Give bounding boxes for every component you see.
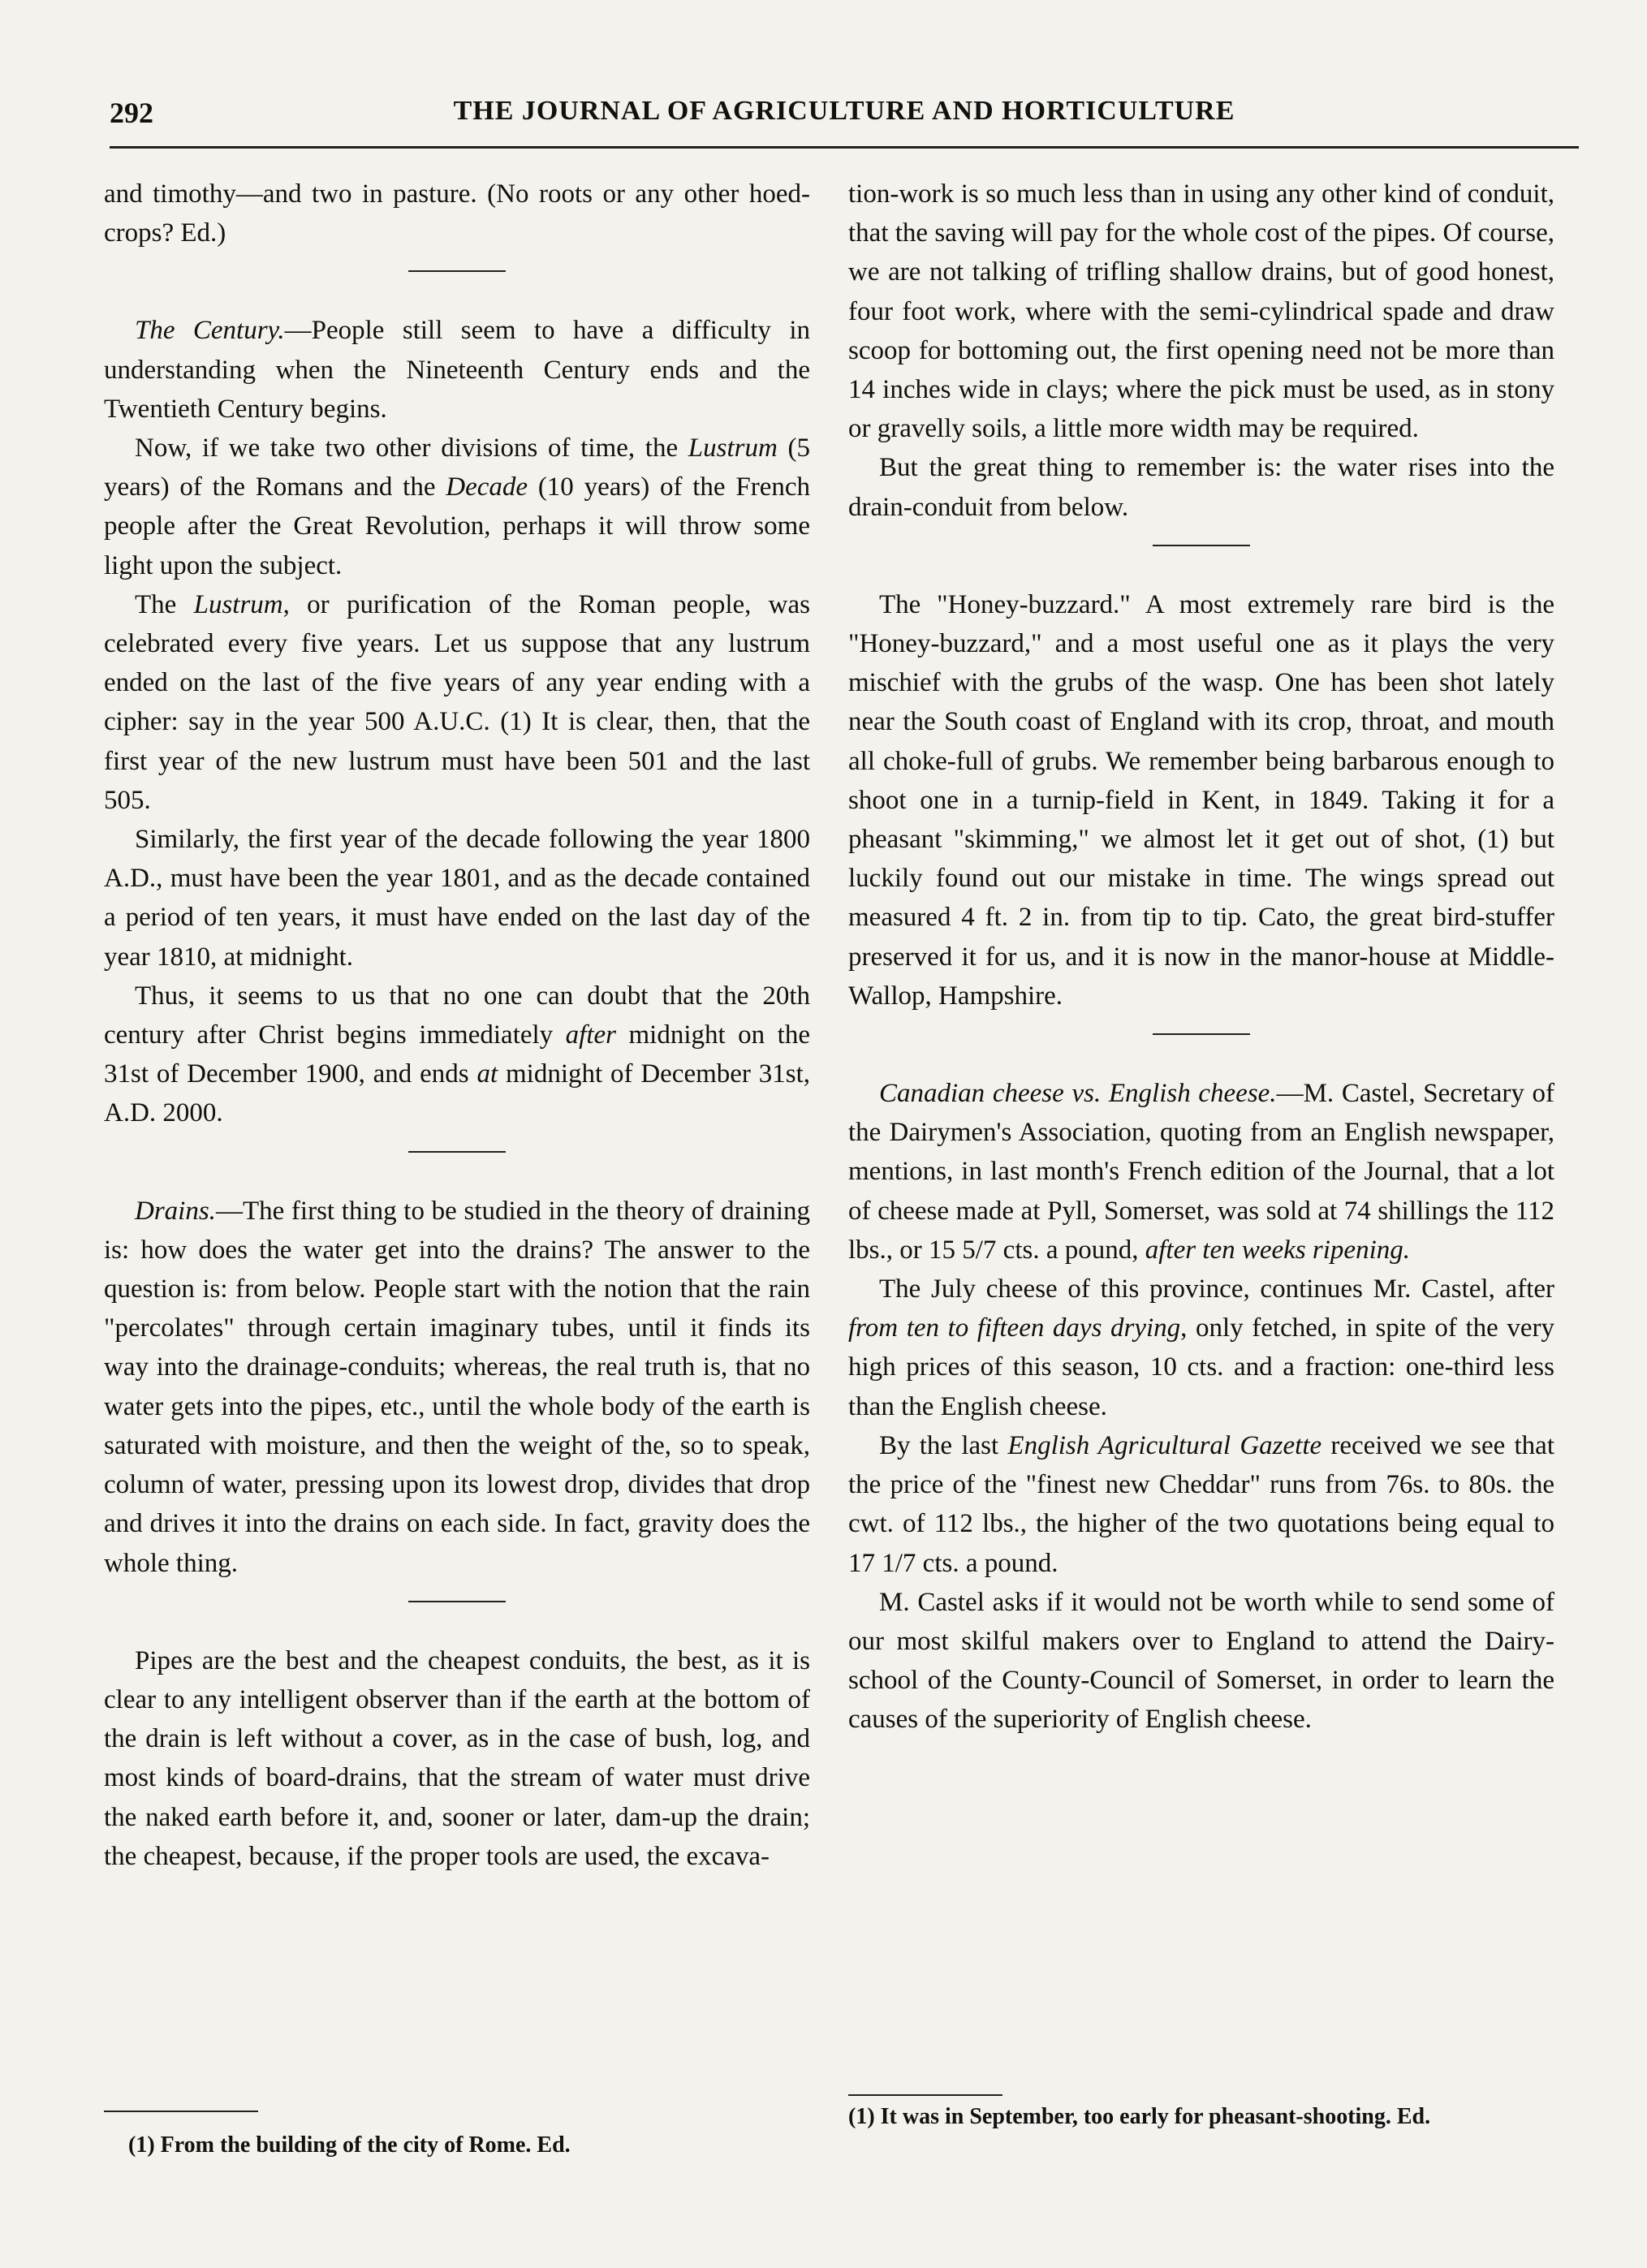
footnote-left: (1) From the building of the city of Rome. Ed. xyxy=(128,2132,571,2158)
paragraph-cheese-gazette: By the last English Agricultural Gazette received we see that the price of the "finest new Cheddar" runs from 76s. to 80s. the cwt. of 112 lbs., the higher of the two quotations being equal to 17 1/7 cts. a pound. xyxy=(848,1430,1554,1578)
paragraph-drains: Drains.—The first thing to be studied in the theory of draining is: how does the water get into the drains? The answer to the question is: from below. People start with the notion that the rain "percolates" through certain imaginary tubes, until it finds its way into the drainage-conduits; whereas, the real truth is, that no water gets into the pipes, etc., until the whole body of the earth is saturated with moisture, and then the weight of the, so to speak, column of water, pressing upon its lowest drop, divides that drop and drives it into the drains on each side. In fact, gravity does the whole thing. xyxy=(104,1196,810,1578)
paragraph-pipes-remember: But the great thing to remember is: the water rises into the drain-conduit from below. xyxy=(848,453,1554,522)
section-separator xyxy=(408,1601,506,1602)
section-title-cheese: Canadian cheese vs. English cheese. xyxy=(879,1079,1277,1109)
section-separator xyxy=(408,270,506,272)
paragraph-cheese-july: The July cheese of this province, continues Mr. Castel, after from ten to fifteen days drying, only fetched, in spite of the very high prices of this season, 10 cts. and a fraction: one-third less than the English cheese. xyxy=(848,1274,1555,1421)
section-title-century: The Century. xyxy=(135,316,285,346)
paragraph-century-lustrum: Now, if we take two other divisions of time, the Lustrum (5 years) of the Romans and the Decade (10 years) of the French people after the Great Revolution, perhaps it will throw some light upon the subject. xyxy=(104,433,810,580)
page-number: 292 xyxy=(110,97,153,129)
paragraph-honey-buzzard: The "Honey-buzzard." A most extremely rare bird is the "Honey-buzzard," and a most useful one as it plays the very mischief with the grubs of the wasp. One has been shot lately near the South coast of England with its crop, throat, and mouth all choke-full of grubs. We remember being barbarous enough to shoot one in a turnip-field in Kent, in 1849. Taking it for a pheasant "skimming," we almost let it get out of shot, (1) but luckily found out our mistake in time. The wings spread out measured 4 ft. 2 in. from tip to tip. Cato, the great bird-stuffer preserved it for us, and it is now in the manor-house at Middle-Wallop, Hampshire. xyxy=(848,589,1554,1011)
paragraph-cheese-intro: Canadian cheese vs. English cheese.—M. Castel, Secretary of the Dairymen's Association, quoting from an English newspaper, mentions, in last month's French edition of the Journal, that a lot of cheese made at Pyll, Somerset, was sold at 74 shillings the 112 lbs., or 15 5/7 cts. a pound, after ten weeks ripening. xyxy=(848,1079,1554,1265)
footnote-right: (1) It was in September, too early for pheasant-shooting. Ed. xyxy=(848,2104,1431,2129)
page-header xyxy=(110,96,1579,144)
footnote-rule xyxy=(104,2111,258,2112)
paragraph-timothy: and timothy—and two in pasture. (No roots or any other hoed-crops? Ed.) xyxy=(104,179,810,248)
section-title-drains: Drains. xyxy=(135,1196,216,1226)
paragraph-cheese-castel: M. Castel asks if it would not be worth while to send some of our most skilful makers over to England to attend the Dairy-school of the County-Council of Somerset, in order to learn the causes of the superiority of English cheese. xyxy=(848,1587,1554,1735)
footnote-rule xyxy=(848,2094,1002,2096)
paragraph-century-purification: The Lustrum, or purification of the Roman people, was celebrated every five years. Let us suppose that any lustrum ended on the last of the five years of any year ending with a cipher: say in the year 500 A.U.C. (1) It is clear, then, that the first year of the new lustrum must have been 501 and the last 505. xyxy=(104,589,810,815)
paragraph-century-intro: The Century.—People still seem to have a difficulty in understanding when the Nineteenth Century ends and the Twentieth Century begins. xyxy=(104,316,810,424)
header-rule xyxy=(110,146,1579,149)
left-column xyxy=(104,175,810,1876)
paragraph-century-conclusion: Thus, it seems to us that no one can doubt that the 20th century after Christ begins immediately after midnight on the 31st of December 1900, and ends at midnight of December 31st, A.D. 2000. xyxy=(104,981,810,1128)
paragraph-pipes-continued: tion-work is so much less than in using any other kind of conduit, that the saving will pay for the whole cost of the pipes. Of course, we are not talking of trifling shallow drains, but of good honest, four foot work, where with the semi-cylindrical spade and draw scoop for bottoming out, the first opening need not be more than 14 inches wide in clays; where the pick must be used, as in stony or gravelly soils, a little more width may be required. xyxy=(848,179,1554,444)
running-title: THE JOURNAL OF AGRICULTURE AND HORTICULTURE xyxy=(453,96,1235,126)
paragraph-century-decade: Similarly, the first year of the decade following the year 1800 A.D., must have been the year 1801, and as the decade contained a period of ten years, it must have ended on the last day of the year 1810, at midnight. xyxy=(104,825,810,972)
section-separator xyxy=(1153,545,1250,546)
paragraph-pipes: Pipes are the best and the cheapest conduits, the best, as it is clear to any intelligent observer than if the earth at the bottom of the drain is left without a cover, as in the case of bush, log, and most kinds of board-drains, that the stream of water must drive the naked earth before it, and, sooner or later, dam-up the drain; the cheapest, because, if the proper tools are used, the excava- xyxy=(104,1645,810,1871)
section-separator xyxy=(408,1151,506,1153)
section-separator xyxy=(1153,1033,1250,1035)
right-column xyxy=(848,175,1554,1740)
